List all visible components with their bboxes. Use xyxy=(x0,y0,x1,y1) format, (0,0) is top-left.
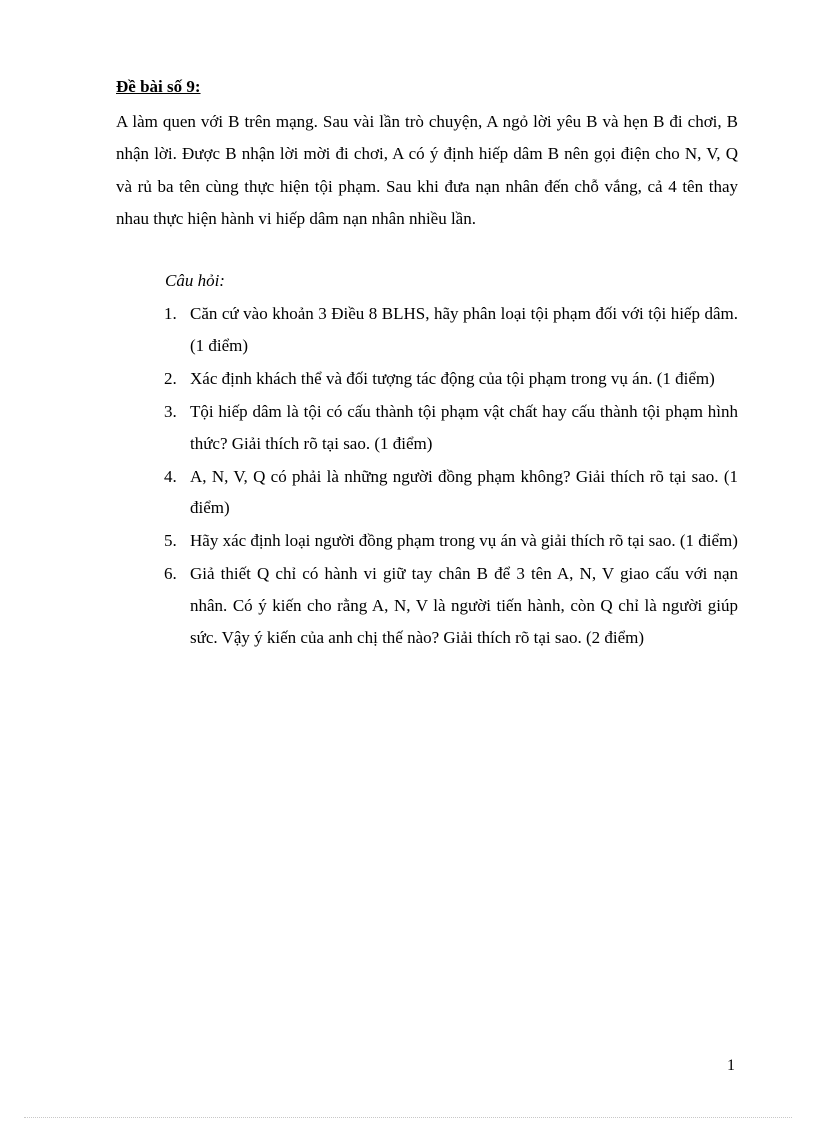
page-number: 1 xyxy=(727,1057,735,1074)
question-text: Giả thiết Q chỉ có hành vi giữ tay chân B để 3 tên A, N, V giao cấu với nạn nhân. Có ý kiến cho rằng A, N, V là người tiến hành, còn Q chỉ là người giúp sức. Vậy ý kiến của anh chị thế nào? Giải thích rõ tại sao. (2 điểm) xyxy=(190,564,738,647)
question-item xyxy=(164,525,738,557)
page-bottom-divider xyxy=(24,1117,792,1118)
question-text: Hãy xác định loại người đồng phạm trong vụ án và giải thích rõ tại sao. (1 điểm) xyxy=(190,531,738,551)
question-number: 3. xyxy=(164,401,177,421)
question-item xyxy=(164,461,738,525)
question-item xyxy=(164,298,738,362)
question-number: 4. xyxy=(164,466,177,486)
question-number: 6. xyxy=(164,564,177,584)
question-number: 5. xyxy=(164,531,177,551)
question-item xyxy=(164,396,738,460)
exam-title: Đề bài số 9: xyxy=(116,77,201,96)
case-description: A làm quen với B trên mạng. Sau vài lần trò chuyện, A ngỏ lời yêu B và hẹn B đi chơi, B nhận lời. Được B nhận lời mời đi chơi, A có ý định hiếp dâm B nên gọi điện cho N, V, Q và rủ ba tên cùng thực hiện tội phạm. Sau khi đưa nạn nhân đến chỗ vắng, cả 4 tên thay nhau thực hiện hành vi hiếp dâm nạn nhân nhiều lần. xyxy=(116,112,738,229)
question-number: 2. xyxy=(164,368,177,388)
question-text: A, N, V, Q có phải là những người đồng phạm không? Giải thích rõ tại sao. (1 điểm) xyxy=(190,466,738,518)
question-number: 1. xyxy=(164,304,177,323)
question-list xyxy=(164,298,738,655)
question-text: Tội hiếp dâm là tội có cấu thành tội phạm vật chất hay cấu thành tội phạm hình thức? Giải thích rõ tại sao. (1 điểm) xyxy=(190,401,738,453)
question-text: Xác định khách thể và đối tượng tác động của tội phạm trong vụ án. (1 điểm) xyxy=(190,368,715,388)
question-text: Căn cứ vào khoản 3 Điều 8 BLHS, hãy phân loại tội phạm đối với tội hiếp dâm. (1 điểm) xyxy=(190,304,738,355)
question-item xyxy=(164,558,738,653)
question-item xyxy=(164,363,738,395)
question-heading: Câu hỏi: xyxy=(165,271,225,290)
